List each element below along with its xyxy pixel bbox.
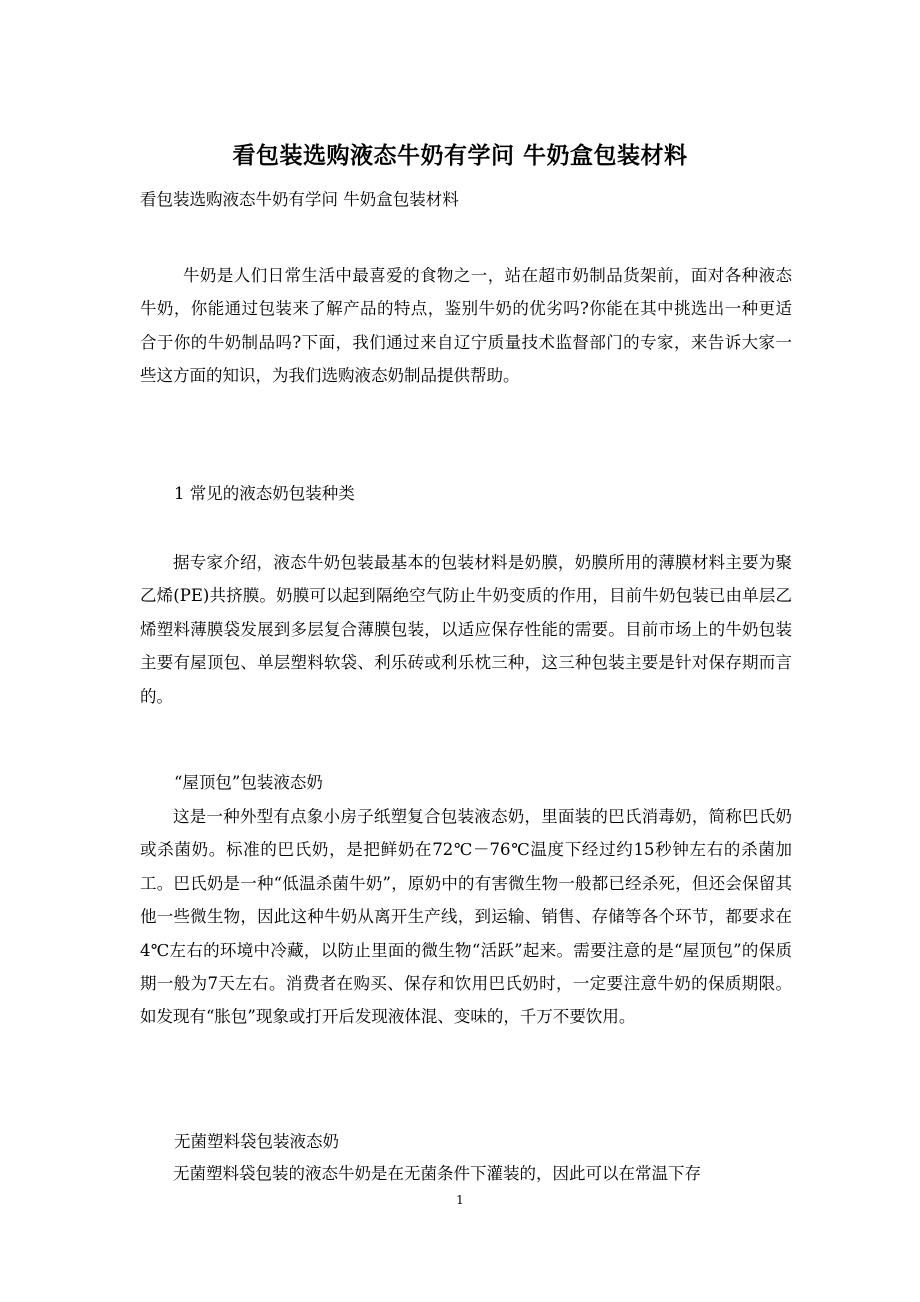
section-paragraph-packaging-types: 据专家介绍，液态牛奶包装最基本的包装材料是奶膜，奶膜所用的薄膜材料主要为聚乙烯(PE)共挤膜。奶膜可以起到隔绝空气防止牛奶变质的作用，目前牛奶包装已由单层乙烯塑料薄膜袋发展到多层复合薄膜包装，以适应保存性能的需要。目前市场上的牛奶包装主要有屋顶包、单层塑料软袋、利乐砖或利乐枕三种，这三种包装主要是针对保存期而言的。 xyxy=(140,553,792,706)
section-heading-roof-pack: “屋顶包”包装液态奶 xyxy=(174,773,323,792)
section-paragraph-roof-pack: 这是一种外型有点象小房子纸塑复合包装液态奶，里面装的巴氏消毒奶，简称巴氏奶或杀菌奶。标准的巴氏奶，是把鲜奶在72℃－76℃温度下经过约15秒钟左右的杀菌加工。巴氏奶是一种“低温杀菌牛奶”，原奶中的有害微生物一般都已经杀死，但还会保留其他一些微生物，因此这种牛奶从离开生产线，到运输、销售、存储等各个环节，都要求在4℃左右的环境中冷藏，以防止里面的微生物“活跃”起来。需要注意的是“屋顶包”的保质期一般为7天左右。消费者在购买、保存和饮用巴氏奶时，一定要注意牛奶的保质期限。如发现有“胀包”现象或打开后发现液体混、变味的，千万不要饮用。 xyxy=(140,807,792,1027)
document-subtitle: 看包装选购液态牛奶有学问 牛奶盒包装材料 xyxy=(140,190,459,209)
page-number: 1 xyxy=(456,1193,464,1207)
intro-paragraph: 牛奶是人们日常生活中最喜爱的食物之一，站在超市奶制品货架前，面对各种液态牛奶，你能通过包装来了解产品的特点，鉴别牛奶的优劣吗?你能在其中挑选出一种更适合于你的牛奶制品吗?下面，我们通过来自辽宁质量技术监督部门的专家，来告诉大家一些这方面的知识，为我们选购液态奶制品提供帮助。 xyxy=(140,266,792,386)
section-heading-sterile-bag: 无菌塑料袋包装液态奶 xyxy=(174,1132,339,1151)
section-paragraph-sterile-bag: 无菌塑料袋包装的液态牛奶是在无菌条件下灌装的，因此可以在常温下存 xyxy=(173,1164,701,1183)
section-heading-packaging-types: 1 常见的液态奶包装种类 xyxy=(174,484,355,503)
document-title: 看包装选购液态牛奶有学问 牛奶盒包装材料 xyxy=(232,142,688,169)
